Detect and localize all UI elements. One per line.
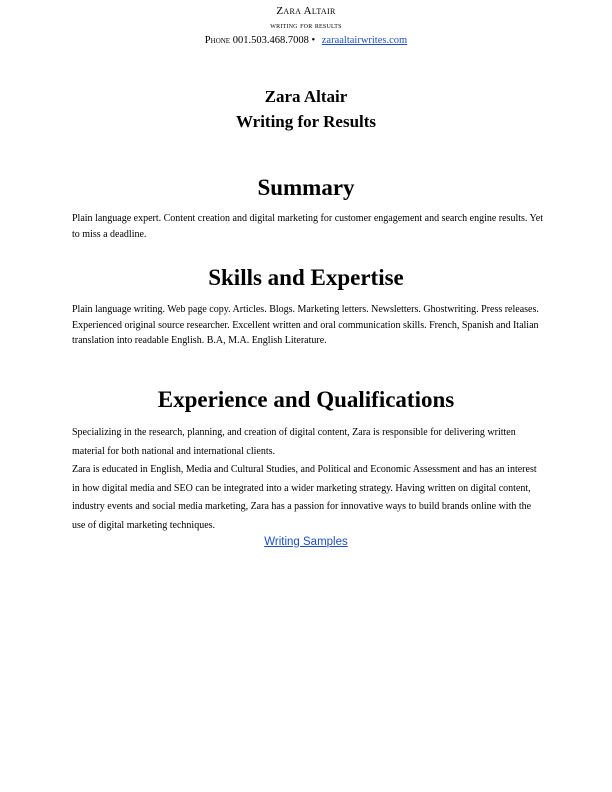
website-link[interactable]: zaraaltairwrites.com (321, 35, 408, 46)
title-name: Zara Altair (264, 87, 348, 106)
experience-paragraph-1: Specializing in the research, planning, and creation of digital content, Zara is responsible for delivering written material for both national and international clients. (72, 427, 516, 457)
skills-heading: Skills and Expertise (208, 265, 404, 290)
summary-heading: Summary (257, 175, 355, 200)
writing-samples (0, 536, 612, 548)
summary-text: Plain language expert. Content creation and digital marketing for customer engagement and search engine results. Yet to miss a deadline. (72, 213, 543, 240)
experience-heading: Experience and Qualifications (157, 387, 455, 412)
contact-separator: • (311, 35, 316, 46)
writing-samples-link[interactable]: Writing Samples (264, 536, 348, 548)
title-tagline: Writing for Results (235, 112, 377, 131)
phone-number: 001.503.468.7008 (232, 35, 309, 46)
header-name: Zara Altair (276, 5, 336, 17)
header-contact (0, 35, 612, 46)
header-tagline: writing for results (270, 20, 342, 30)
skills-text: Plain language writing. Web page copy. Articles. Blogs. Marketing letters. Newsletters. Ghostwriting. Press releases. Experienced original source researcher. Excellent written and oral communication skills. French, Spanish and Italian translation into readable English. B.A, M.A. English Literature. (72, 304, 539, 346)
phone-label: Phone (204, 35, 231, 46)
experience-paragraph-2: Zara is educated in English, Media and Cultural Studies, and Political and Economic Assessment and has an interest in how digital media and SEO can be integrated into a wider marketing strategy. Having written on digital content, industry events and social media marketing, Zara has a passion for innovative ways to build brands online with the use of digital marketing techniques. (72, 464, 537, 531)
